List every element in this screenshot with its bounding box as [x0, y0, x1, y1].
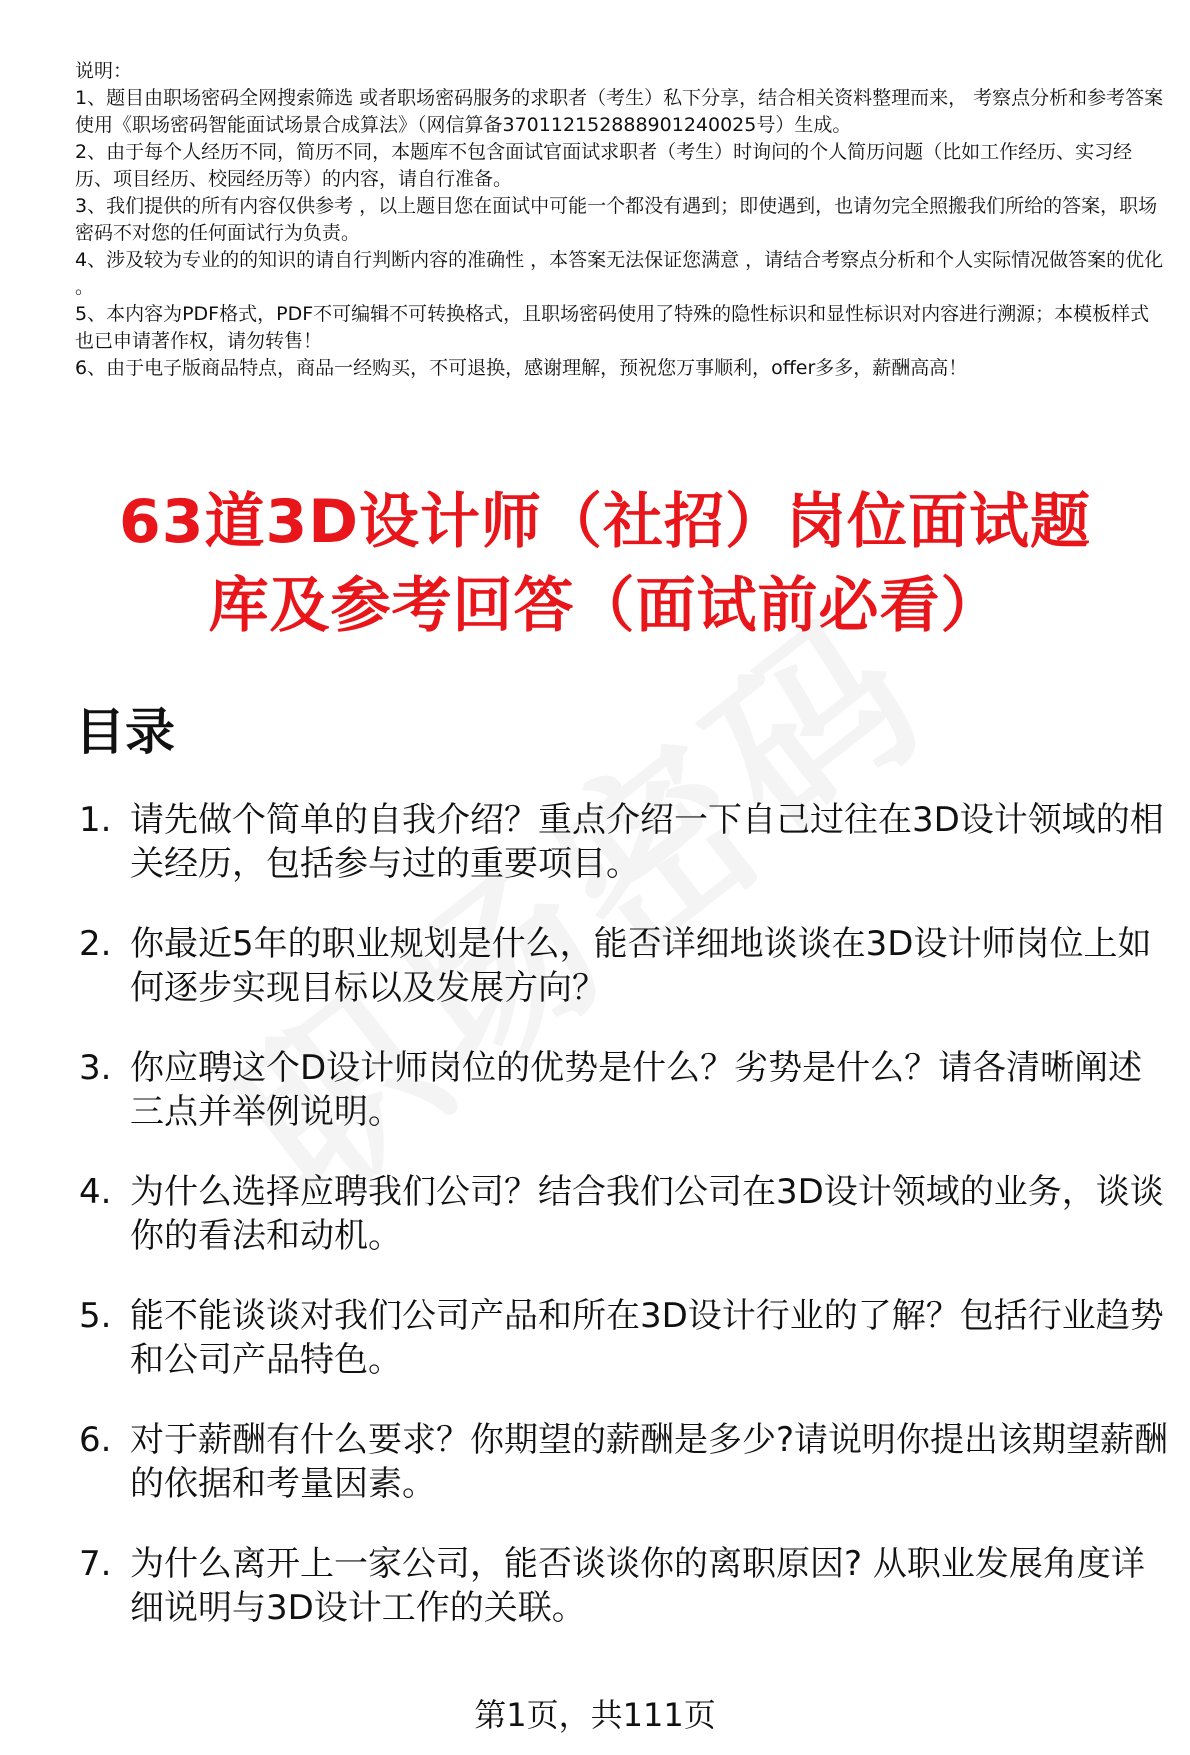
toc-item-text: 为什么离开上一家公司，能否谈谈你的离职原因? 从职业发展角度详细说明与3D设计工作的关联。	[130, 1544, 1145, 1628]
toc-item[interactable]	[75, 922, 1175, 1010]
disclaimer-notes	[75, 58, 1165, 382]
toc-item[interactable]	[75, 1170, 1175, 1258]
note-item: 1、题目由职场密码全网搜索筛选 或者职场密码服务的求职者（考生）私下分享，结合相关资料整理而来， 考察点分析和参考答案使用《职场密码智能面试场景合成算法》（网信算备370112152888901240025号）生成。	[75, 87, 1164, 136]
page-number-footer: 第1页，共111页	[474, 1696, 716, 1734]
toc-item-number: 6.	[79, 1420, 112, 1460]
note-item: 6、由于电子版商品特点，商品一经购买，不可退换，感谢理解，预祝您万事顺利，offer多多，薪酬高高！	[75, 357, 968, 379]
toc-item-text: 对于薪酬有什么要求？你期望的薪酬是多少?请说明你提出该期望薪酬的依据和考量因素。	[130, 1420, 1169, 1504]
toc-item-text: 能不能谈谈对我们公司产品和所在3D设计行业的了解？包括行业趋势和公司产品特色。	[130, 1296, 1164, 1380]
document-title	[60, 480, 1150, 648]
note-item: 4、涉及较为专业的的知识的请自行判断内容的准确性 ，本答案无法保证您满意 ，请结合考察点分析和个人实际情况做答案的优化 。	[75, 249, 1164, 298]
toc-item-number: 1.	[79, 800, 112, 840]
toc-item-number: 3.	[79, 1048, 112, 1088]
toc-item[interactable]	[75, 1046, 1175, 1134]
toc-item-text: 你应聘这个D设计师岗位的优势是什么？劣势是什么？请各清晰阐述三点并举例说明。	[130, 1048, 1143, 1132]
title-line-1: 63道3D设计师（社招）岗位面试题	[118, 487, 1092, 557]
toc-item-number: 5.	[79, 1296, 112, 1336]
note-item: 5、本内容为PDF格式，PDF不可编辑不可转换格式，且职场密码使用了特殊的隐性标识和显性标识对内容进行溯源；本模板样式也已申请著作权，请勿转售！	[75, 303, 1150, 352]
toc-item-number: 4.	[79, 1172, 112, 1212]
toc-heading: 目录	[75, 703, 175, 761]
toc-item[interactable]	[75, 1418, 1175, 1506]
toc-item-number: 7.	[79, 1544, 112, 1584]
toc-item[interactable]	[75, 1542, 1175, 1630]
note-item: 2、由于每个人经历不同，简历不同，本题库不包含面试官面试求职者（考生）时询问的个人简历问题（比如工作经历、实习经历、项目经历、校园经历等）的内容，请自行准备。	[75, 141, 1133, 190]
notes-label: 说明：	[75, 60, 133, 82]
toc-item[interactable]	[75, 1294, 1175, 1382]
title-line-2: 库及参考回答（面试前必看）	[208, 571, 1002, 641]
toc-item-number: 2.	[79, 924, 112, 964]
table-of-contents	[75, 798, 1175, 1666]
toc-item-text: 为什么选择应聘我们公司？结合我们公司在3D设计领域的业务，谈谈你的看法和动机。	[130, 1172, 1164, 1256]
toc-item-text: 你最近5年的职业规划是什么，能否详细地谈谈在3D设计师岗位上如何逐步实现目标以及发展方向？	[130, 924, 1152, 1008]
toc-item[interactable]	[75, 798, 1175, 886]
toc-item-text: 请先做个简单的自我介绍？重点介绍一下自己过往在3D设计领域的相关经历，包括参与过的重要项目。	[130, 800, 1164, 884]
note-item: 3、我们提供的所有内容仅供参考 ，以上题目您在面试中可能一个都没有遇到；即使遇到，也请勿完全照搬我们所给的答案，职场密码不对您的任何面试行为负责。	[75, 195, 1158, 244]
